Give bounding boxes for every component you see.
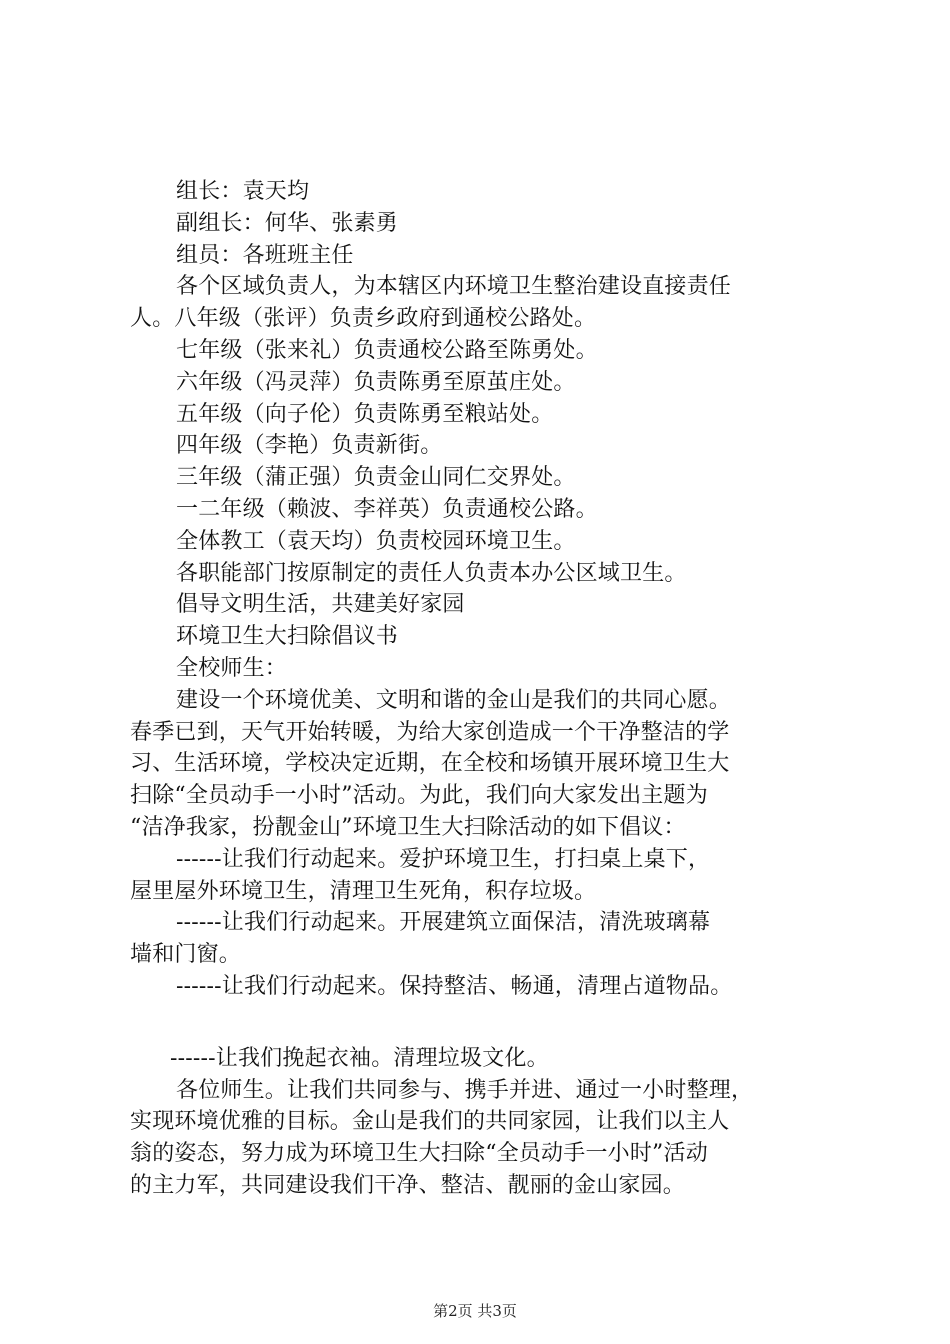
proposal-item-line: 屋里屋外环境卫生，清理卫生死角，积存垃圾。 [130,878,597,904]
paragraph-gap [130,1003,850,1043]
paragraph-line: 建设一个环境优美、文明和谐的金山是我们的共同心愿。 [176,687,732,713]
closing-paragraph-line: 翁的姿态，努力成为环境卫生大扫除“全员动手一小时”活动 [130,1141,708,1167]
proposal-item-line: ------让我们行动起来。爱护环境卫生，打扫桌上桌下， [176,846,711,872]
paragraph-line: “洁净我家，扮靓金山”环境卫生大扫除活动的如下倡议： [130,814,686,840]
paragraph-line: 四年级（李艳）负责新街。 [176,433,443,459]
document-body [130,176,850,1202]
text-line-leader: 组长：袁天均 [176,179,310,204]
proposal-item-line: ------让我们行动起来。开展建筑立面保洁，清洗玻璃幕 [176,910,711,936]
paragraph-line: 春季已到，天气开始转暖，为给大家创造成一个干净整洁的学 [130,719,730,745]
closing-paragraph-line: 的主力军，共同建设我们干净、整洁、靓丽的金山家园。 [130,1172,686,1198]
text-line-deputy-leader: 副组长：何华、张素勇 [176,210,399,236]
proposal-item-line: ------让我们挽起衣袖。清理垃圾文化。 [170,1045,549,1071]
paragraph-line: 全体教工（袁天均）负责校园环境卫生。 [176,528,576,554]
paragraph-line: 六年级（冯灵萍）负责陈勇至原茧庄处。 [176,369,576,395]
proposal-title: 环境卫生大扫除倡议书 [176,624,399,650]
paragraph-line: 各个区域负责人，为本辖区内环境卫生整治建设直接责任 [176,274,732,300]
text-line-members: 组员：各班班主任 [176,242,354,268]
section-heading: 倡导文明生活，共建美好家园 [176,592,465,618]
paragraph-line: 习、生活环境，学校决定近期，在全校和场镇开展环境卫生大 [130,751,730,777]
proposal-item-line: ------让我们行动起来。保持整洁、畅通，清理占道物品。 [176,973,733,999]
paragraph-line: 三年级（蒲正强）负责金山同仁交界处。 [176,465,576,491]
proposal-item-line: 墙和门窗。 [130,942,242,968]
paragraph-line: 一二年级（赖波、李祥英）负责通校公路。 [176,496,598,522]
paragraph-line: 七年级（张来礼）负责通校公路至陈勇处。 [176,337,598,363]
paragraph-line: 各职能部门按原制定的责任人负责本办公区域卫生。 [176,560,687,586]
closing-paragraph-line: 各位师生。让我们共同参与、携手并进、通过一小时整理， [176,1077,754,1103]
closing-paragraph-line: 实现环境优雅的目标。金山是我们的共同家园，让我们以主人 [130,1109,730,1135]
salutation: 全校师生： [176,655,288,681]
paragraph-line: 扫除“全员动手一小时”活动。为此，我们向大家发出主题为 [130,783,708,809]
page-number-footer: 第2页 共3页 [433,1302,517,1320]
paragraph-line: 五年级（向子伦）负责陈勇至粮站处。 [176,401,554,427]
paragraph-line: 人。八年级（张评）负责乡政府到通校公路处。 [130,306,597,332]
